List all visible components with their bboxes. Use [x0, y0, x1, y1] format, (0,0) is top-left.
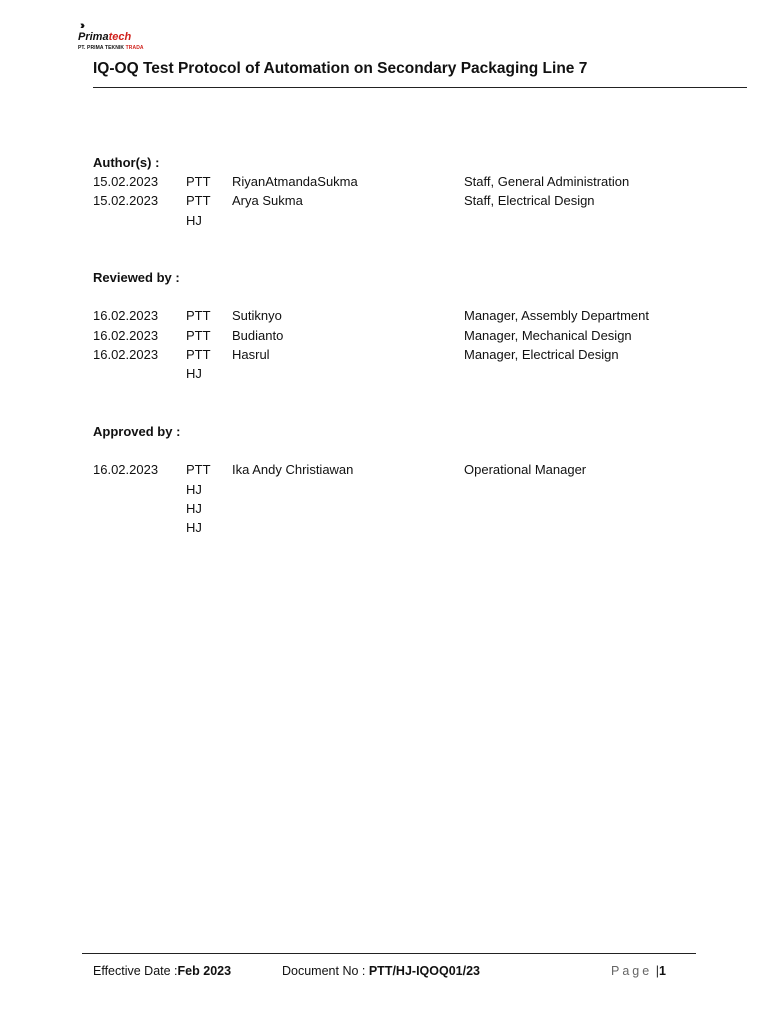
row-org: PTT	[186, 308, 211, 323]
document-title: IQ-OQ Test Protocol of Automation on Secondary Packaging Line 7	[93, 60, 588, 77]
effective-date-value: Feb 2023	[177, 964, 232, 978]
logo-subtitle	[78, 45, 144, 51]
approved-label: Approved by :	[93, 424, 181, 439]
reviewer-row	[0, 308, 768, 328]
authors-label: Author(s) :	[93, 155, 160, 170]
row-org: HJ	[186, 501, 202, 516]
author-row	[0, 213, 768, 233]
logo-sub-a: PT. PRIMA TEKNIK	[78, 45, 125, 51]
author-row	[0, 174, 768, 194]
approver-row	[0, 482, 768, 502]
row-name: Budianto	[232, 328, 284, 343]
row-name: Ika Andy Christiawan	[232, 462, 354, 477]
row-org: HJ	[186, 482, 202, 497]
row-date: 16.02.2023	[93, 462, 159, 477]
document-number-value: PTT/HJ-IQOQ01/23	[368, 964, 480, 978]
reviewer-row	[0, 366, 768, 386]
reviewer-row	[0, 347, 768, 367]
page-indicator	[611, 964, 666, 978]
row-org: HJ	[186, 213, 202, 228]
row-name: Arya Sukma	[232, 193, 303, 208]
approver-row	[0, 520, 768, 540]
row-role: Manager, Assembly Department	[464, 308, 649, 323]
logo-sub-b: TRADA	[125, 45, 144, 51]
row-date: 16.02.2023	[93, 347, 159, 362]
reviewer-row	[0, 328, 768, 348]
document-number	[282, 964, 480, 978]
reviewed-label: Reviewed by :	[93, 270, 180, 285]
row-role: Staff, General Administration	[464, 174, 630, 189]
row-date: 16.02.2023	[93, 328, 159, 343]
logo-brand-b: tech	[108, 31, 132, 43]
row-org: PTT	[186, 347, 211, 362]
document-number-label: Document No :	[282, 964, 369, 978]
row-role: Manager, Mechanical Design	[464, 328, 632, 343]
row-org: HJ	[186, 366, 202, 381]
footer-divider	[82, 953, 696, 954]
row-date: 16.02.2023	[93, 308, 159, 323]
effective-date	[93, 964, 231, 978]
row-name: Sutiknyo	[232, 308, 282, 323]
page-label: Page	[611, 964, 653, 978]
logo-brand-a: Prima	[78, 31, 109, 43]
title-divider	[93, 87, 747, 88]
row-org: PTT	[186, 328, 211, 343]
page-number: 1	[658, 964, 666, 978]
row-org: PTT	[186, 462, 211, 477]
author-row	[0, 193, 768, 213]
row-role: Staff, Electrical Design	[464, 193, 595, 208]
row-org: PTT	[186, 174, 211, 189]
row-role: Operational Manager	[464, 462, 587, 477]
approver-row	[0, 501, 768, 521]
row-date: 15.02.2023	[93, 193, 159, 208]
effective-date-label: Effective Date :	[93, 964, 178, 978]
row-name: RiyanAtmandaSukma	[232, 174, 358, 189]
logo-arrows-icon: ›››	[80, 20, 82, 32]
approver-row	[0, 462, 768, 482]
row-org: HJ	[186, 520, 202, 535]
page-separator: |	[655, 964, 659, 978]
row-role: Manager, Electrical Design	[464, 347, 619, 362]
logo-brand	[78, 31, 131, 43]
company-logo	[78, 20, 158, 50]
row-date: 15.02.2023	[93, 174, 159, 189]
row-name: Hasrul	[232, 347, 270, 362]
row-org: PTT	[186, 193, 211, 208]
